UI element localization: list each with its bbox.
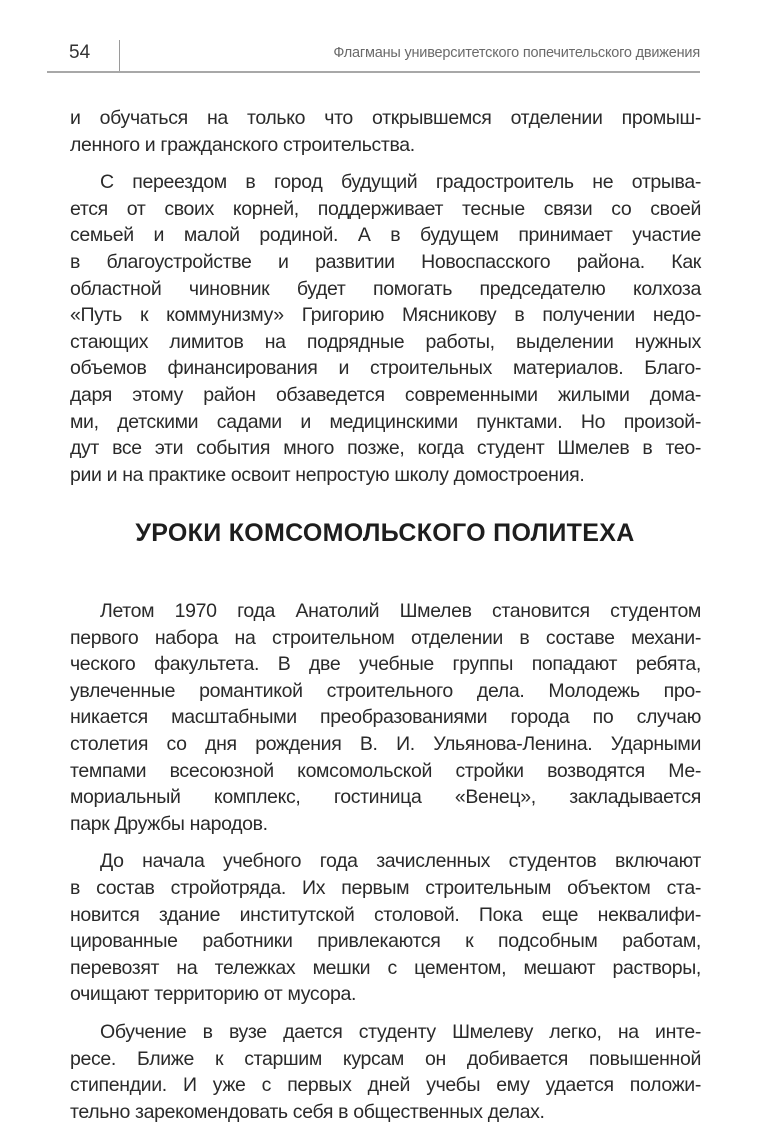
paragraph xyxy=(70,1019,701,1125)
text-line: До начала учебного года зачисленных студентов включают xyxy=(100,850,701,873)
text-line: перевозят на тележках мешки с цементом, мешают растворы, xyxy=(70,956,701,979)
paragraph xyxy=(70,848,701,1008)
text-line: никается масштабными преобразованиями города по случаю xyxy=(70,706,701,729)
header-divider xyxy=(119,40,120,71)
text-line: и обучаться на только что открывшемся отделении промыш- xyxy=(70,107,701,129)
text-line: в состав стройотряда. Их первым строительным объектом ста- xyxy=(70,876,701,899)
text-line: увлеченные романтикой строительного дела. Молодежь про- xyxy=(70,679,701,702)
text-line: цированные работники привлекаются к подсобным работам, xyxy=(70,930,701,953)
running-title: Флагманы университетского попечительского движения xyxy=(333,45,700,61)
text-line: новится здание институтской столовой. Пока еще неквалифи- xyxy=(70,903,701,926)
text-line: С переездом в город будущий градостроитель не отрыва- xyxy=(100,171,701,194)
text-line: объемов финансирования и строительных материалов. Благо- xyxy=(70,357,701,380)
text-line: рии и на практике освоит непростую школу домостроения. xyxy=(70,463,585,486)
section-1-text xyxy=(70,105,701,488)
text-line: очищают территорию от мусора. xyxy=(70,983,357,1006)
text-line: столетия со дня рождения В. И. Ульянова-Ленина. Ударными xyxy=(70,732,701,755)
text-line: ется от своих корней, поддерживает тесные связи со своей xyxy=(70,197,701,220)
text-line: тельно зарекомендовать себя в общественных делах. xyxy=(70,1100,545,1123)
page-header xyxy=(47,40,700,70)
text-line: парк Дружбы народов. xyxy=(70,812,268,835)
paragraph xyxy=(70,105,701,158)
text-line: даря этому район обзаведется современными жилыми дома- xyxy=(70,383,701,406)
paragraph xyxy=(70,598,701,837)
section-heading: УРОКИ КОМСОМОЛЬСКОГО ПОЛИТЕХА xyxy=(135,519,635,547)
text-line: стипендии. И уже с первых дней учебы ему удается положи- xyxy=(70,1074,701,1097)
page-number: 54 xyxy=(69,42,91,63)
text-line: дут все эти события много позже, когда студент Шмелев в тео- xyxy=(70,437,701,460)
text-line: ресе. Ближе к старшим курсам он добивается повышенной xyxy=(70,1047,701,1070)
text-line: ленного и гражданского строительства. xyxy=(70,133,415,156)
header-rule xyxy=(47,71,700,73)
text-line: стающих лимитов на подрядные работы, выделении нужных xyxy=(70,330,701,353)
text-line: в благоустройстве и развитии Новоспасского района. Как xyxy=(70,250,701,273)
text-line: областной чиновник будет помогать председателю колхоза xyxy=(70,277,701,300)
section-2-text xyxy=(70,598,701,1125)
text-line: ми, детскими садами и медицинскими пунктами. Но произой- xyxy=(70,410,701,433)
text-line: ческого факультета. В две учебные группы попадают ребята, xyxy=(70,653,701,676)
text-line: «Путь к коммунизму» Григорию Мясникову в получении недо- xyxy=(70,304,701,327)
paragraph xyxy=(70,169,701,488)
text-line: первого набора на строительном отделении в составе механи- xyxy=(70,626,701,649)
text-line: темпами всесоюзной комсомольской стройки возводятся Ме- xyxy=(70,759,701,782)
text-line: мориальный комплекс, гостиница «Венец», закладывается xyxy=(70,786,701,809)
text-line: семьей и малой родиной. А в будущем принимает участие xyxy=(70,224,701,247)
text-line: Обучение в вузе дается студенту Шмелеву легко, на инте- xyxy=(100,1020,701,1043)
text-line: Летом 1970 года Анатолий Шмелев становится студентом xyxy=(100,600,701,622)
